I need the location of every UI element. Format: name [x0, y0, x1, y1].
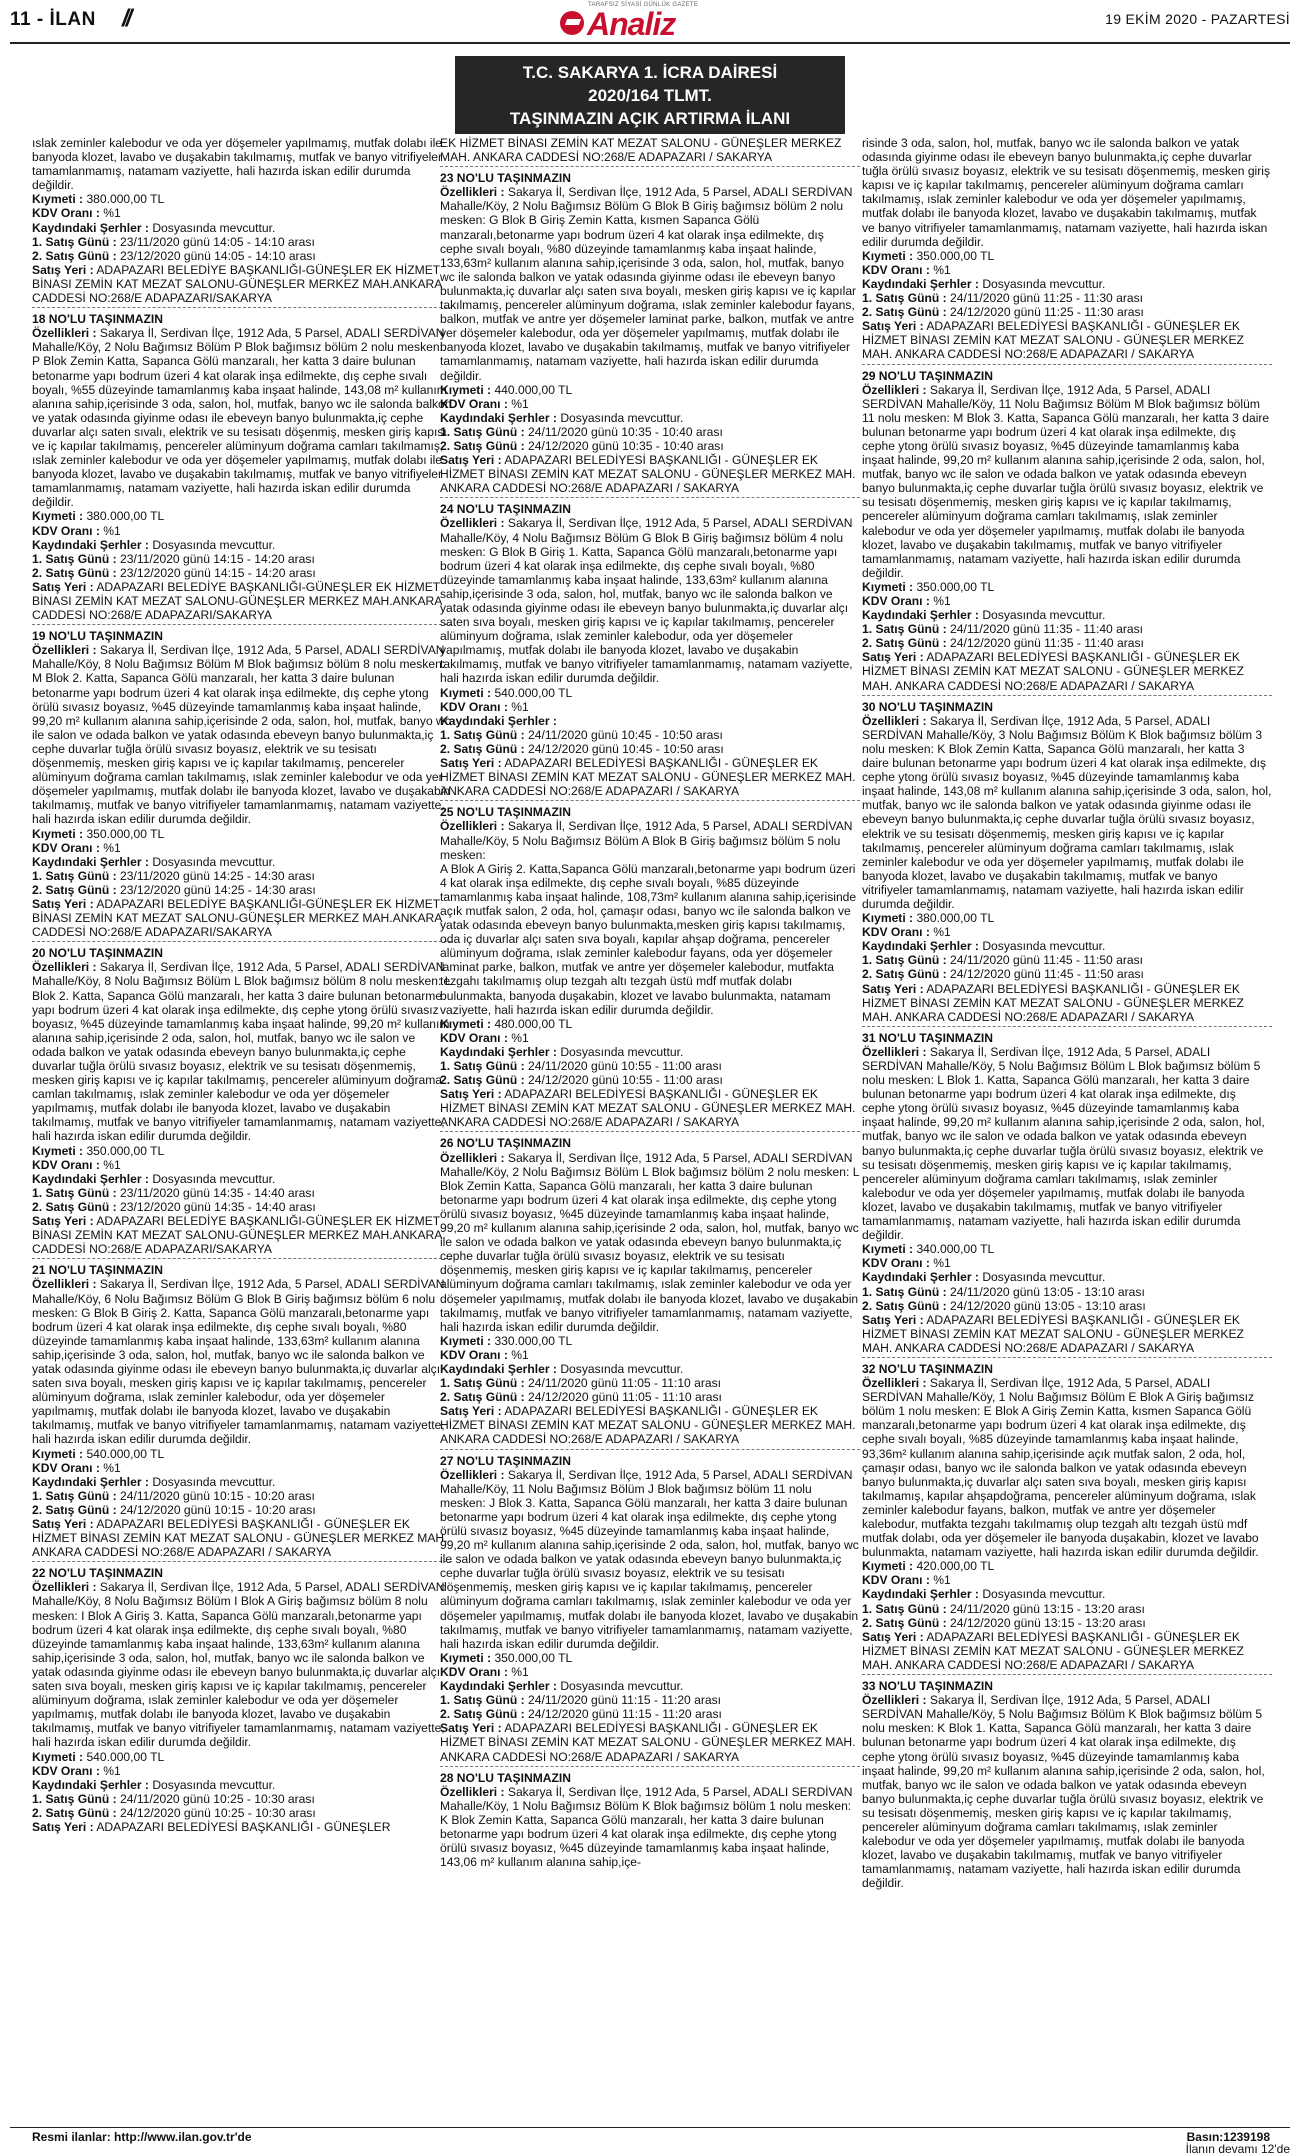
- notice-paragraph: Kaydındaki Şerhler : Dosyasında mevcuttur.: [32, 220, 276, 235]
- notice-paragraph: 2. Satış Günü : 24/12/2020 günü 11:15 - 11:20 arası: [440, 1707, 722, 1722]
- notice-paragraph: 21 NO'LU TAŞINMAZIN: [32, 1263, 163, 1278]
- notice-paragraph: Özellikleri : Sakarya İl, Serdivan İlçe, 1912 Ada, 5 Parsel, ADALI SERDİVAN Mahalle/Köy, 2 Nolu Bağımsız Bölüm P Blok bağımsız bölüm 2 nolu mesken: P Blok Zemin Katta, Sapanca Gölü manzaralı, her katta 3 daire bulunan betonarme yapı bodrum üzeri 4 kat olarak inşa edilmekte, dış cephe sıvalı boyalı, %55 düzeyinde tamamlanmış kaba inşaat halinde, 143,08 m² kullanım alanına sahip,içerisinde 3 oda, salon, hol, mutfak, banyo wc ile salonda balkon ve yatak odasında giyinme odası ile ebeveyn banyo bulunmakta,iç cephe duvarlar alçı saten sıvalı, elektrik ve su tesisatı döşenmiş, mesken giriş kapısı ve iç kapılar takılmamış, pencereler alüminyum doğrama camları takılmamış, ıslak zeminler kalebodur ve oda yer döşemeler yapılmamış, mutfak dolabı ile banyoda klozet, lavabo ve duşakabin takılmamış, mutfak ve banyo vitrifiyeler tamamlanmamış, natamam vaziyette, hali hazırda iskan edilir durumda değildir.: [32, 326, 452, 510]
- notice-paragraph: Kaydındaki Şerhler : Dosyasında mevcuttur.: [862, 276, 1106, 291]
- notice-paragraph: 1. Satış Günü : 23/11/2020 günü 14:05 - 14:10 arası: [32, 234, 315, 249]
- notice-paragraph: 2. Satış Günü : 24/12/2020 günü 10:55 - 11:00 arası: [440, 1073, 723, 1088]
- notice-paragraph: 1. Satış Günü : 23/11/2020 günü 14:15 - 14:20 arası: [32, 551, 315, 566]
- notice-paragraph: Kaydındaki Şerhler : Dosyasında mevcuttur.: [862, 1270, 1106, 1285]
- notice-paragraph: Kaydındaki Şerhler : Dosyasında mevcuttur.: [862, 1587, 1106, 1602]
- logo-text: Analiz: [587, 6, 676, 42]
- notice-paragraph: Kaydındaki Şerhler : Dosyasında mevcuttur.: [440, 410, 684, 425]
- section-separator: [440, 1449, 860, 1450]
- notice-paragraph: Özellikleri : Sakarya İl, Serdivan İlçe, 1912 Ada, 5 Parsel, ADALI SERDİVAN Mahalle/Köy, 6 Nolu Bağımsız Bölüm G Blok B Giriş bağımsız bölüm 6 nolu mesken: G Blok B Giriş 2. Katta, Sapanca Gölü manzaralı,betonarme yapı bodrum üzeri 4 kat olarak inşa edilmekte, dış cephe sıvalı boyalı, %80 düzeyinde tamamlanmış kaba inşaat halinde, 133,63m² kullanım alanına sahip,içerisinde 3 oda, salon, hol, mutfak, banyo wc ile salonda balkon ve yatak odasında giyinme odası ile ebeveyn banyo bulunmakta,iç duvarlar alçı saten sıva boyalı, mesken giriş kapısı ve iç kapılar takılmamış, pencereler alüminyum doğrama, ıslak zeminler kalebodur, oda yer döşemeler yapılmamış, mutfak dolabı ile banyoda klozet, lavabo ve duşakabin takılmamış, mutfak ve banyo vitrifiyeler tamamlanmamış, natamam vaziyette, hali hazırda iskan edilir durumda değildir.: [32, 1277, 445, 1447]
- notice-paragraph: Kıymeti : 420.000,00 TL: [862, 1559, 995, 1574]
- notice-paragraph: 1. Satış Günü : 24/11/2020 günü 10:55 - 11:00 arası: [440, 1059, 722, 1073]
- notice-paragraph: Satış Yeri : ADAPAZARI BELEDİYESİ BAŞKANLIĞI - GÜNEŞLER EK HİZMET BİNASI ZEMİN KAT MEZAT SALONU - GÜNEŞLER MERKEZ MAH. ANKARA CADDESİ NO:268/E ADAPAZARI / SAKARYA: [440, 453, 856, 496]
- notice-paragraph: 26 NO'LU TAŞINMAZIN: [440, 1136, 571, 1151]
- notice-paragraph: Özellikleri : Sakarya İl, Serdivan İlçe, 1912 Ada, 5 Parsel, ADALI SERDİVAN Mahalle/Köy, 5 Nolu Bağımsız Bölüm A Blok B Giriş bağımsız bölüm 5 nolu mesken:: [440, 819, 853, 862]
- notice-paragraph: KDV Oranı : %1: [862, 1256, 951, 1271]
- footer-rule: [10, 2127, 1290, 2128]
- notice-paragraph: Kıymeti : 380.000,00 TL: [862, 911, 995, 926]
- notice-paragraph: 25 NO'LU TAŞINMAZIN: [440, 805, 571, 820]
- notice-paragraph: 2. Satış Günü : 24/12/2020 günü 10:25 - 10:30 arası: [32, 1805, 316, 1820]
- notice-paragraph: KDV Oranı : %1: [862, 594, 951, 608]
- notice-paragraph: Özellikleri : Sakarya İl, Serdivan İlçe, 1912 Ada, 5 Parsel, ADALI SERDİVAN Mahalle/Köy, 1 Nolu Bağımsız Bölüm E Blok A Giriş bağımsız bölüm 1 nolu mesken: E Blok A Giriş Zemin Katta, kısmen Sapanca Gölü manzaralı,betonarme yapı bodrum üzeri 4 kat olarak inşa edilmekte, dış cephe sıvalı boyalı, %85 düzeyinde tamamlanmış kaba inşaat halinde, 93,36m² kullanım alanına sahip,içerisinde açık mutfak salon, 2 oda, hol, çamaşır odası, banyo wc ile salonda balkon ve yatak odasında ebeveyn banyo bulunmakta,iç duvarlar alçı saten sıva boyalı, mesken giriş kapısı takılmamış, kapılar ahşapdoğrama, pencereler alüminyum doğrama, ıslak zeminler kalebodur fayans, balkon, mutfak ve antre yer döşemeler kalebodur, mutfakta tezgahı takılmamış olup tezgah altı tezgah üstü mdf mutfak dolabı, oda yer döşemeler ile banyoda duşakabin, klozet ve lavabo bulunmakta, natamam vaziyette, hali hazırda iskan edilir durumda değildir.: [862, 1376, 1259, 1560]
- notice-paragraph: Özellikleri : Sakarya İl, Serdivan İlçe, 1912 Ada, 5 Parsel, ADALI SERDİVAN Mahalle/Köy, 3 Nolu Bağımsız Bölüm K Blok bağımsız bölüm 3 nolu mesken: K Blok Zemin Katta, Sapanca Gölü manzaralı, her katta 3 daire bulunan betonarme yapı bodrum üzeri 4 kat olarak inşa edilmekte, dış cephe ytong örülü sıvasız boyasız, %45 düzeyinde tamamlanmış kaba inşaat halinde, 143,08 m² kullanım alanına sahip,içerisinde 3 oda, salon, hol, mutfak, banyo wc ile salonda balkon ve yatak odasında giyinme odası ile ebeveyn banyo bulunmakta,iç cephe duvarlar tuğla örülü sıvasız boyasız, elektrik ve su tesisatı döşenmemiş, mesken giriş kapısı ve iç kapılar takılmamış, pencereler alüminyum doğrama camları takılmamış, ıslak zeminler kalebodur ve oda yer döşemeler yapılmamış, mutfak dolabı ile banyoda klozet, lavabo ve duşakabin takılmamış, mutfak ve banyo vitrifiyeler tamamlanmamış, natamam vaziyette, hali hazırda iskan edilir durumda değildir.: [862, 713, 1272, 911]
- notice-paragraph: Kıymeti : 540.000,00 TL: [32, 1749, 165, 1764]
- notice-paragraph: Kaydındaki Şerhler : Dosyasında mevcuttur.: [440, 1044, 684, 1059]
- notice-paragraph: Kaydındaki Şerhler : Dosyasında mevcuttur.: [862, 939, 1106, 954]
- notice-paragraph: Satış Yeri : ADAPAZARI BELEDİYESİ BAŞKANLIĞI - GÜNEŞLER EK HİZMET BİNASI ZEMİN KAT MEZAT SALONU - GÜNEŞLER MERKEZ MAH. ANKARA CADDESİ NO:268/E ADAPAZARI / SAKARYA: [32, 1517, 448, 1560]
- notice-paragraph: KDV Oranı : %1: [862, 262, 951, 277]
- notice-paragraph: KDV Oranı : %1: [862, 925, 951, 940]
- notice-paragraph: 27 NO'LU TAŞINMAZIN: [440, 1453, 571, 1468]
- notice-paragraph: 1. Satış Günü : 23/11/2020 günü 14:25 - 14:30 arası: [32, 868, 315, 883]
- notice-paragraph: 22 NO'LU TAŞINMAZIN: [32, 1566, 163, 1581]
- notice-paragraph: KDV Oranı : %1: [440, 1347, 529, 1362]
- notice-paragraph: Kıymeti : 350.000,00 TL: [862, 579, 995, 594]
- notice-paragraph: Kıymeti : 440.000,00 TL: [440, 382, 573, 397]
- notice-paragraph: Özellikleri : Sakarya İl, Serdivan İlçe, 1912 Ada, 5 Parsel, ADALI SERDİVAN Mahalle/Köy, 8 Nolu Bağımsız Bölüm M Blok bağımsız bölüm 8 nolu mesken: M Blok 2. Katta, Sapanca Gölü manzaralı, her katta 3 daire bulunan betonarme yapı bodrum üzeri 4 kat olarak inşa edilmekte, dış cephe ytong örülü sıvasız boyasız, %45 düzeyinde tamamlanmış kaba inşaat halinde, 99,20 m² kullanım alanına sahip,içerisinde 2 oda, salon, hol, mutfak, banyo wc ile salon ve odada balkon ve yatak odasında ebeveyn banyo bulunmakta,iç cephe duvarlar tuğla örülü sıvasız boyasız, elektrik ve su tesisatı döşenmemiş, mesken giriş kapısı ve iç kapılar takılmamış, pencereler alüminyum doğrama camlan takılmamış, ıslak zeminler kalebodur ve oda yer döşemeler yapılmamış, mutfak dolabı ile banyoda klozet, lavabo ve duşakabin takılmamış, mutfak ve banyo vitrifiyeler tamamlanmamış, natamam vaziyette, hali hazırda iskan edilir durumda değildir.: [32, 643, 451, 827]
- notice-paragraph: EK HİZMET BİNASI ZEMİN KAT MEZAT SALONU - GÜNEŞLER MERKEZ MAH. ANKARA CADDESİ NO:268/E ADAPAZARI / SAKARYA: [440, 136, 842, 165]
- section-separator: [32, 307, 452, 308]
- notice-paragraph: Satış Yeri : ADAPAZARI BELEDİYESİ BAŞKANLIĞI - GÜNEŞLER EK HİZMET BİNASI ZEMİN KAT MEZAT SALONU - GÜNEŞLER MERKEZ MAH. ANKARA CADDESİ NO:268/E ADAPAZARI / SAKARYA: [862, 650, 1244, 693]
- notice-paragraph: 2. Satış Günü : 24/12/2020 günü 11:05 - 11:10 arası: [440, 1390, 722, 1405]
- notice-paragraph: Kıymeti : 380.000,00 TL: [32, 192, 165, 207]
- notice-paragraph: 2. Satış Günü : 24/12/2020 günü 11:45 - 11:50 arası: [862, 967, 1144, 982]
- notice-paragraph: Satış Yeri : ADAPAZARI BELEDİYESİ BAŞKANLIĞI - GÜNEŞLER EK HİZMET BİNASI ZEMİN KAT MEZAT SALONU - GÜNEŞLER MERKEZ MAH. ANKARA CADDESİ NO:268/E ADAPAZARI / SAKARYA: [862, 1629, 1244, 1672]
- notice-paragraph: KDV Oranı : %1: [440, 699, 529, 714]
- notice-paragraph: Satış Yeri : ADAPAZARI BELEDİYESİ BAŞKANLIĞI - GÜNEŞLER EK HİZMET BİNASI ZEMİN KAT MEZAT SALONU - GÜNEŞLER MERKEZ MAH. ANKARA CADDESİ NO:268/E ADAPAZARI / SAKARYA: [862, 319, 1244, 362]
- section-separator: [862, 1357, 1272, 1358]
- notice-paragraph: Kıymeti : 350.000,00 TL: [32, 1143, 165, 1158]
- page-header: [0, 0, 1300, 44]
- notice-column-2: [440, 136, 860, 2121]
- notice-paragraph: Satış Yeri : ADAPAZARI BELEDİYESİ BAŞKANLIĞI - GÜNEŞLER EK HİZMET BİNASI ZEMİN KAT MEZAT SALONU - GÜNEŞLER MERKEZ MAH. ANKARA CADDESİ NO:268/E ADAPAZARI / SAKARYA: [440, 1087, 856, 1130]
- notice-paragraph: KDV Oranı : %1: [32, 1157, 121, 1172]
- header-slashes: //: [122, 5, 130, 32]
- notice-paragraph: 2. Satış Günü : 23/12/2020 günü 14:05 - 14:10 arası: [32, 248, 316, 263]
- notice-paragraph: 30 NO'LU TAŞINMAZIN: [862, 699, 993, 714]
- header-rule: [10, 42, 1290, 44]
- notice-paragraph: Özellikleri : Sakarya İl, Serdivan İlçe, 1912 Ada, 5 Parsel, ADALI SERDİVAN Mahalle/Köy, 2 Nolu Bağımsız Bölüm L Blok bağımsız bölüm 2 nolu mesken: L Blok Zemin Katta, Sapanca Gölü manzaralı, her katta 3 daire bulunan betonarme yapı bodrum üzeri 4 kat olarak inşa edilmekte, dış cephe ytong örülü sıvasız boyasız, %45 düzeyinde tamamlanmış kaba inşaat halinde, 99,20 m² kullanım alanına sahip,içerisinde 2 oda, salon, hol, mutfak, banyo wc ile salon ve odada balkon ve yatak odasında ebeveyn banyo bulunmakta,iç cephe duvarlar tuğla örülü sıvasız boyasız, elektrik ve su tesisatı döşenmemiş, mesken giriş kapısı ve iç kapılar takılmamış, pencereler alüminyum doğrama camları takılmamış, ıslak zeminler kalebodur ve oda yer döşemeler yapılmamış, mutfak dolabı ile banyoda klozet, lavabo ve duşakabin takılmamış, mutfak ve banyo vitrifiyeler tamamlanmamış, natamam vaziyette, hali hazırda iskan edilir durumda değildir.: [440, 1150, 859, 1334]
- notice-paragraph: 18 NO'LU TAŞINMAZIN: [32, 312, 163, 327]
- notice-paragraph: 2. Satış Günü : 23/12/2020 günü 14:35 - 14:40 arası: [32, 1199, 316, 1214]
- notice-paragraph: Özellikleri : Sakarya İl, Serdivan İlçe, 1912 Ada, 5 Parsel, ADALI SERDİVAN Mahalle/Köy, 8 Nolu Bağımsız Bölüm L Blok bağımsız bölüm 8 nolu mesken: L Blok 2. Katta, Sapanca Gölü manzaralı, her katta 3 daire bulunan betonarme yapı bodrum üzeri 4 kat olarak inşa edilmekte, dış cephe ytong örülü sıvasız boyasız, %45 düzeyinde tamamlanmış kaba inşaat halinde, 99,20 m² kullanım alanına sahip,içerisinde 2 oda, salon, hol, mutfak, banyo wc ile salon ve odada balkon ve yatak odasında ebeveyn banyo bulunmakta,iç cephe duvarlar tuğla örülü sıvasız boyasız, elektrik ve su tesisatı döşenmemiş, mesken giriş kapısı ve iç kapılar takılmamış, pencereler alüminyum doğrama camlan takılmamış, ıslak zeminler kalebodur ve oda yer döşemeler yapılmamış, mutfak dolabı ile banyoda klozet, lavabo ve duşakabin takılmamış, mutfak ve banyo vitrifiyeler tamamlanmamış, natamam vaziyette, hali hazırda iskan edilir durumda değildir.: [32, 960, 451, 1144]
- notice-paragraph: Özellikleri : Sakarya İl, Serdivan İlçe, 1912 Ada, 5 Parsel, ADALI SERDİVAN Mahalle/Köy, 8 Nolu Bağımsız Bölüm I Blok A Giriş bağımsız bölüm 8 nolu mesken: I Blok A Giriş 3. Katta, Sapanca Gölü manzaralı,betonarme yapı bodrum üzeri 4 kat olarak inşa edilmekte, dış cephe sıvalı boyalı, %80 düzeyinde tamamlanmış kaba inşaat halinde, 133,63m² kullanım alanına sahip,içerisinde 3 oda, salon, hol, mutfak, banyo wc ile salonda balkon ve yatak odasında giyinme odası ile ebeveyn banyo bulunmakta,iç duvarlar alçı saten sıva boyalı, mesken giriş kapısı ve iç kapılar takılmamış, pencereler alüminyum doğrama, ıslak zeminler kalebodur ve oda yer döşemeler yapılmamış, mutfak dolabı ile banyoda klozet, lavabo ve duşakabin takılmamış, mutfak ve banyo vitrifiyeler tamamlanmamış, natamam vaziyette, hali hazırda iskan edilir durumda değildir.: [32, 1580, 445, 1750]
- notice-paragraph: Kıymeti : 340.000,00 TL: [862, 1242, 995, 1257]
- section-separator: [32, 1561, 452, 1562]
- notice-paragraph: 1. Satış Günü : 24/11/2020 günü 10:15 - 10:20 arası: [32, 1488, 315, 1503]
- notice-paragraph: Satış Yeri : ADAPAZARI BELEDİYESİ BAŞKANLIĞI - GÜNEŞLER EK HİZMET BİNASI ZEMİN KAT MEZAT SALONU - GÜNEŞLER MERKEZ MAH. ANKARA CADDESİ NO:268/E ADAPAZARI / SAKARYA: [440, 1721, 856, 1764]
- notice-paragraph: 2. Satış Günü : 23/12/2020 günü 14:25 - 14:30 arası: [32, 882, 316, 897]
- section-separator: [440, 1131, 860, 1132]
- notice-paragraph: 2. Satış Günü : 24/12/2020 günü 11:25 - 11:30 arası: [862, 305, 1144, 320]
- notice-paragraph: Kaydındaki Şerhler : Dosyasında mevcuttur.: [440, 1361, 684, 1376]
- notice-paragraph: Özellikleri : Sakarya İl, Serdivan İlçe, 1912 Ada, 5 Parsel, ADALI SERDİVAN Mahalle/Köy, 4 Nolu Bağımsız Bölüm G Blok B Giriş bağımsız bölüm 4 nolu mesken: G Blok B Giriş 1. Katta, Sapanca Gölü manzaralı,betonarme yapı bodrum üzeri 4 kat olarak inşa edilmekte, dış cephe sıvalı boyalı, %80 düzeyinde tamamlanmış kaba inşaat halinde, 133,63m² kullanım alanına sahip,içerisinde 3 oda, salon, hol, mutfak, banyo wc ile salonda balkon ve yatak odasında giyinme odası ile ebeveyn banyo bulunmakta,iç duvarlar alçı saten sıva boyalı, mesken giriş kapısı ve iç kapılar takılmamış, pencereler alüminyum doğrama, ıslak zeminler kalebodur, oda yer döşemeler yapılmamış, mutfak dolabı ile banyoda klozet, lavabo ve duşakabin takılmamış, mutfak ve banyo vitrifiyeler tamamlanmamış, natamam vaziyette, hali hazırda iskan edilir durumda değildir.: [440, 516, 853, 686]
- notice-paragraph: Kıymeti : 480.000,00 TL: [440, 1016, 573, 1031]
- notice-paragraph: Satış Yeri : ADAPAZARI BELEDİYE BAŞKANLIĞI-GÜNEŞLER EK HİZMET BİNASI ZEMİN KAT MEZAT SALONU-GÜNEŞLER MERKEZ MAH.ANKARA CADDESİ NO:268/E ADAPAZARI/SAKARYA: [32, 579, 442, 623]
- notice-paragraph: Kaydındaki Şerhler : Dosyasında mevcuttur.: [32, 537, 276, 552]
- notice-paragraph: 2. Satış Günü : 24/12/2020 günü 10:15 - 10:20 arası: [32, 1502, 316, 1517]
- notice-paragraph: 24 NO'LU TAŞINMAZIN: [440, 502, 571, 517]
- notice-paragraph: 31 NO'LU TAŞINMAZIN: [862, 1030, 993, 1045]
- notice-paragraph: 32 NO'LU TAŞINMAZIN: [862, 1361, 993, 1376]
- notice-paragraph: 29 NO'LU TAŞINMAZIN: [862, 368, 993, 383]
- notice-paragraph: Satış Yeri : ADAPAZARI BELEDİYE BAŞKANLIĞI-GÜNEŞLER EK HİZMET BİNASI ZEMİN KAT MEZAT SALONU-GÜNEŞLER MERKEZ MAH.ANKARA CADDESİ NO:268/E ADAPAZARI/SAKARYA: [32, 896, 442, 940]
- notice-paragraph: Kaydındaki Şerhler : Dosyasında mevcuttur.: [862, 608, 1106, 623]
- notice-paragraph: Kıymeti : 350.000,00 TL: [440, 1650, 573, 1665]
- section-separator: [32, 624, 452, 625]
- banner-line-3: TAŞINMAZIN AÇIK ARTIRMA İLANI: [509, 109, 791, 128]
- section-separator: [862, 1026, 1272, 1027]
- notice-paragraph: Kıymeti : 350.000,00 TL: [862, 248, 995, 263]
- banner-line-2: 2020/164 TLMT.: [588, 86, 712, 105]
- notice-paragraph: KDV Oranı : %1: [862, 1573, 951, 1588]
- notice-paragraph: 1. Satış Günü : 24/11/2020 günü 13:05 - 13:10 arası: [862, 1284, 1145, 1299]
- notice-paragraph: 2. Satış Günü : 24/12/2020 günü 13:05 - 13:10 arası: [862, 1298, 1146, 1313]
- notice-paragraph: Kaydındaki Şerhler : Dosyasında mevcuttur.: [32, 1474, 276, 1489]
- notice-paragraph: Özellikleri : Sakarya İl, Serdivan İlçe, 1912 Ada, 5 Parsel, ADALI SERDİVAN Mahalle/Köy, 11 Nolu Bağımsız Bölüm M Blok bağımsız bölüm 11 nolu mesken: M Blok 3. Katta, Sapanca Gölü manzaralı, her katta 3 daire bulunan betonarme yapı bodrum üzeri 4 kat olarak inşa edilmekte, dış cephe ytong örülü sıvasız boyasız, %45 düzeyinde tamamlanmış kaba inşaat halinde, 99,20 m² kullanım alanına sahip,içerisinde 2 oda, salon, hol, mutfak, banyo wc ile salon ve odada balkon ve yatak odasında ebeveyn banyo bulunmakta,iç cephe duvarlar tuğla örülü sıvasız boyasız, elektrik ve su tesisatı döşenmemiş, mesken giriş kapısı ve iç kapılar takılmamış, pencereler alüminyum doğrama camları takılmamış, ıslak zeminler kalebodur ve oda yer döşemeler yapılmamış, mutfak dolabı ile banyoda klozet, lavabo ve duşakabin takılmamış, mutfak ve banyo vitrifiyeler tamamlanmamış, natamam vaziyette, hali hazırda iskan edilir durumda değildir.: [862, 382, 1270, 580]
- notice-paragraph: 1. Satış Günü : 24/11/2020 günü 11:35 - 11:40 arası: [862, 622, 1144, 637]
- notice-paragraph: 2. Satış Günü : 23/12/2020 günü 14:15 - 14:20 arası: [32, 565, 316, 580]
- notice-paragraph: KDV Oranı : %1: [440, 1030, 529, 1045]
- page-number-section: 11 - İLAN: [10, 9, 96, 30]
- section-separator: [440, 497, 860, 498]
- notice-paragraph: KDV Oranı : %1: [32, 1763, 121, 1778]
- notice-column-1: [32, 136, 452, 2121]
- notice-paragraph: Özellikleri : Sakarya İl, Serdivan İlçe, 1912 Ada, 5 Parsel, ADALI SERDİVAN Mahalle/Köy, 5 Nolu Bağımsız Bölüm K Blok bağımsız bölüm 5 nolu mesken: K Blok 1. Katta, Sapanca Gölü manzaralı, her katta 3 daire bulunan betonarme yapı bodrum üzeri 4 kat olarak inşa edilmekte, dış cephe ytong örülü sıvasız boyasız, %45 düzeyinde tamamlanmış kaba inşaat halinde, 99,20 m² kullanım alanına sahip,içerisinde 2 oda, salon, hol, mutfak, banyo wc ile salon ve odada balkon ve yatak odasında ebeveyn banyo bulunmakta,iç cephe duvarlar tuğla örülü sıvasız boyasız, elektrik ve su tesisatı döşenmemiş, mesken giriş kapısı ve iç kapılar takılmamış, pencereler alüminyum doğrama camları takılmamış, ıslak zeminler kalebodur ve oda yer döşemeler yapılmamış, mutfak dolabı ile banyoda klozet, lavabo ve duşakabin takılmamış, mutfak ve banyo vitrifiyeler tamamlanmamış, natamam vaziyette, hali hazırda iskan edilir durumda değildir.: [862, 1693, 1265, 1891]
- notice-paragraph: KDV Oranı : %1: [32, 1460, 121, 1475]
- section-separator: [862, 695, 1272, 696]
- notice-paragraph: Özellikleri : Sakarya İl, Serdivan İlçe, 1912 Ada, 5 Parsel, ADALI SERDİVAN Mahalle/Köy, 5 Nolu Bağımsız Bölüm L Blok bağımsız bölüm 5 nolu mesken: L Blok 1. Katta, Sapanca Gölü manzaralı, her katta 3 daire bulunan betonarme yapı bodrum üzeri 4 kat olarak inşa edilmekte, dış cephe ytong örülü sıvasız boyasız, %45 düzeyinde tamamlanmış kaba inşaat halinde, 99,20 m² kullanım alanına sahip,içerisinde 2 oda, salon, hol, mutfak, banyo wc ile salon ve odada balkon ve yatak odasında ebeveyn banyo bulunmakta,iç cephe duvarlar tuğla örülü sıvasız boyasız, elektrik ve su tesisatı döşenmemiş, mesken giriş kapısı ve iç kapılar takılmamış, pencereler alüminyum doğrama camları takılmamış, ıslak zeminler kalebodur ve oda yer döşemeler yapılmamış, mutfak dolabı ile banyoda klozet, lavabo ve duşakabin takılmamış, mutfak ve banyo vitrifiyeler tamamlanmamış, natamam vaziyette, hali hazırda iskan edilir durumda değildir.: [862, 1044, 1265, 1243]
- section-separator: [862, 1674, 1272, 1675]
- notice-paragraph: 2. Satış Günü : 24/12/2020 günü 10:45 - 10:50 arası: [440, 741, 724, 756]
- notice-paragraph: Satış Yeri : ADAPAZARI BELEDİYESİ BAŞKANLIĞI - GÜNEŞLER EK HİZMET BİNASI ZEMİN KAT MEZAT SALONU - GÜNEŞLER MERKEZ MAH. ANKARA CADDESİ NO:268/E ADAPAZARI / SAKARYA: [862, 1312, 1244, 1355]
- notice-paragraph: 1. Satış Günü : 24/11/2020 günü 10:45 - 10:50 arası: [440, 727, 723, 742]
- logo-mark-icon: [560, 11, 584, 35]
- notice-paragraph: A Blok A Giriş 2. Katta,Sapanca Gölü manzaralı,betonarme yapı bodrum üzeri 4 kat olarak inşa edilmekte, dış cephe sıvalı boyalı, %85 düzeyinde tamamlanmış kaba inşaat halinde, 108,73m² kullanım alanına sahip,içerisinde açık mutfak salon, 2 oda, hol, çamaşır odası, banyo wc ile salonda balkon ve yatak odasında ebeveyn banyo bulunmakta,mesken giriş kapısı takılmamış, oda iç duvarlar alçı saten sıva boyalı, kapılar ahşap doğrama, pencereler alüminyum doğrama, ıslak zeminler kalebodur fayans, oda yer döşemeler laminat parke, balkon, mutfak ve antre yer döşemeler kalebodur, mutfakta tezgahı takılmamış olup tezgah altı tezgah üstü mdf mutfak dolabı bulunmakta, banyoda duşakabin, klozet ve lavabo bulunmakta, natamam vaziyette, hali hazırda iskan edilir durumda değildir.: [440, 861, 857, 1017]
- logo-tagline: TARAFSIZ SİYASİ GÜNLÜK GAZETE: [588, 2, 699, 8]
- notice-paragraph: 1. Satış Günü : 24/11/2020 günü 11:25 - 11:30 arası: [862, 291, 1144, 306]
- notice-paragraph: Kaydındaki Şerhler : Dosyasında mevcuttur.: [32, 854, 276, 869]
- notice-paragraph: Özellikleri : Sakarya İl, Serdivan İlçe, 1912 Ada, 5 Parsel, ADALI SERDİVAN Mahalle/Köy, 11 Nolu Bağımsız Bölüm J Blok bağımsız bölüm 11 nolu mesken: J Blok 3. Katta, Sapanca Gölü manzaralı, her katta 3 daire bulunan betonarme yapı bodrum üzeri 4 kat olarak inşa edilmekte, dış cephe ytong örülü sıvasız boyasız, %45 düzeyinde tamamlanmış kaba inşaat halinde, 99,20 m² kullanım alanına sahip,içerisinde 2 oda, salon, hol, mutfak, banyo wc ile salon ve odada balkon ve yatak odasında ebeveyn banyo bulunmakta,iç cephe duvarlar tuğla örülü sıvasız boyasız, elektrik ve su tesisatı döşenmemiş, mesken giriş kapısı ve iç kapılar takılmamış, pencereler alüminyum doğrama camları takılmamış, ıslak zeminler kalebodur ve oda yer döşemeler yapılmamış, mutfak dolabı ile banyoda klozet, lavabo ve duşakabin takılmamış, mutfak ve banyo vitrifiyeler tamamlanmamış, natamam vaziyette, hali hazırda iskan edilir durumda değildir.: [440, 1467, 859, 1651]
- notice-paragraph: KDV Oranı : %1: [32, 523, 121, 538]
- notice-paragraph: 1. Satış Günü : 24/11/2020 günü 11:15 - 11:20 arası: [440, 1693, 722, 1708]
- notice-paragraph: 1. Satış Günü : 24/11/2020 günü 10:35 - 10:40 arası: [440, 424, 723, 439]
- notice-paragraph: Kıymeti : 540.000,00 TL: [32, 1446, 165, 1461]
- issue-date: 19 EKİM 2020 - PAZARTESİ: [1105, 11, 1290, 27]
- footer-official-ads-link[interactable]: Resmi ilanlar: http://www.ilan.gov.tr'de: [32, 2130, 252, 2144]
- footer-press-number: Basın:1239198: [1186, 2130, 1270, 2144]
- notice-paragraph: 1. Satış Günü : 24/11/2020 günü 11:45 - 11:50 arası: [862, 953, 1144, 968]
- section-separator: [440, 800, 860, 801]
- section-separator: [32, 1258, 452, 1259]
- notice-paragraph: ıslak zeminler kalebodur ve oda yer döşemeler yapılmamış, mutfak dolabı ile banyoda klozet, lavabo ve duşakabin takılmamış, mutfak ve banyo vitrifiyeler tamamlanmamış, natamam vaziyette, hali hazırda iskan edilir durumda değildir.: [32, 136, 443, 193]
- notice-paragraph: Satış Yeri : ADAPAZARI BELEDİYE BAŞKANLIĞI-GÜNEŞLER EK HİZMET BİNASI ZEMİN KAT MEZAT SALONU-GÜNEŞLER MERKEZ MAH.ANKARA CADDESİ NO:268/E ADAPAZARI/SAKARYA: [32, 1214, 442, 1257]
- banner-line-1: T.C. SAKARYA 1. İCRA DAİRESİ: [522, 63, 778, 82]
- notice-paragraph: Özellikleri : Sakarya İl, Serdivan İlçe, 1912 Ada, 5 Parsel, ADALI SERDİVAN Mahalle/Köy, 2 Nolu Bağımsız Bölüm G Blok B Giriş bağımsız bölüm 2 nolu mesken: G Blok B Giriş Zemin Katta, kısmen Sapanca Gölü manzaralı,betonarme yapı bodrum üzeri 4 kat olarak inşa edilmekte, dış cephe sıvalı boyalı, %80 düzeyinde tamamlanmış kaba inşaat halinde, 133,63m² kullanım alanına sahip,içerisinde 3 oda, salon, hol, mutfak, banyo wc ile salonda balkon ve yatak odasında giyinme odası ile ebeveyn banyo bulunmakta,iç duvarlar alçı saten sıva boyalı, mesken giriş kapısı ve iç kapılar takılmamış, pencereler alüminyum doğrama, ıslak zeminler kalebodur fayans, balkon, mutfak ve antre yer döşemeler laminat parke, balkon, mutfak ve antre yer döşemeler kalebodur, oda yer döşemeler yapılmamış, mutfak dolabı ile banyoda klozet, lavabo ve duşakabin takılmamış, mutfak ve banyo vitrifiyeler tamamlanmamış, natamam vaziyette, hali hazırda iskan edilir durumda değildir.: [440, 185, 857, 383]
- notice-paragraph: KDV Oranı : %1: [32, 840, 121, 855]
- notice-paragraph: Kıymeti : 330.000,00 TL: [440, 1333, 573, 1348]
- notice-banner: [455, 56, 845, 134]
- section-separator: [862, 364, 1272, 365]
- notice-paragraph: 19 NO'LU TAŞINMAZIN: [32, 629, 163, 644]
- notice-paragraph: Satış Yeri : ADAPAZARI BELEDİYE BAŞKANLIĞI-GÜNEŞLER EK HİZMET BİNASI ZEMİN KAT MEZAT SALONU-GÜNEŞLER MERKEZ MAH.ANKARA CADDESİ NO:268/E ADAPAZARI/SAKARYA: [32, 262, 442, 306]
- notice-column-3: [862, 136, 1272, 2121]
- notice-paragraph: Kaydındaki Şerhler : Dosyasında mevcuttur.: [440, 1679, 684, 1694]
- notice-paragraph: Kaydındaki Şerhler : Dosyasında mevcuttur.: [32, 1777, 276, 1792]
- notice-paragraph: Satış Yeri : ADAPAZARI BELEDİYESİ BAŞKANLIĞI - GÜNEŞLER EK HİZMET BİNASI ZEMİN KAT MEZAT SALONU - GÜNEŞLER MERKEZ MAH. ANKARA CADDESİ NO:268/E ADAPAZARI / SAKARYA: [862, 981, 1244, 1024]
- notice-paragraph: Satış Yeri : ADAPAZARI BELEDİYESİ BAŞKANLIĞI - GÜNEŞLER: [32, 1819, 391, 1834]
- notice-paragraph: Kıymeti : 540.000,00 TL: [440, 685, 573, 700]
- notice-paragraph: Satış Yeri : ADAPAZARI BELEDİYESİ BAŞKANLIĞI - GÜNEŞLER EK HİZMET BİNASI ZEMİN KAT MEZAT SALONU - GÜNEŞLER MERKEZ MAH. ANKARA CADDESİ NO:268/E ADAPAZARI / SAKARYA: [440, 1404, 856, 1447]
- notice-paragraph: KDV Oranı : %1: [32, 206, 121, 221]
- continued-note: İlanın devamı 12'de: [1185, 2142, 1290, 2156]
- notice-paragraph: 33 NO'LU TAŞINMAZIN: [862, 1679, 993, 1694]
- notice-paragraph: Satış Yeri : ADAPAZARI BELEDİYESİ BAŞKANLIĞI - GÜNEŞLER EK HİZMET BİNASI ZEMİN KAT MEZAT SALONU - GÜNEŞLER MERKEZ MAH. ANKARA CADDESİ NO:268/E ADAPAZARI / SAKARYA: [440, 756, 856, 799]
- notice-paragraph: 1. Satış Günü : 24/11/2020 günü 13:15 - 13:20 arası: [862, 1601, 1145, 1616]
- notice-paragraph: Kaydındaki Şerhler : Dosyasında mevcuttur.: [32, 1171, 276, 1186]
- notice-paragraph: 20 NO'LU TAŞINMAZIN: [32, 946, 163, 961]
- notice-paragraph: Kıymeti : 380.000,00 TL: [32, 509, 165, 524]
- notice-paragraph: 1. Satış Günü : 23/11/2020 günü 14:35 - 14:40 arası: [32, 1185, 315, 1200]
- notice-paragraph: 1. Satış Günü : 24/11/2020 günü 10:25 - 10:30 arası: [32, 1791, 315, 1806]
- section-separator: [440, 1766, 860, 1767]
- notice-paragraph: 2. Satış Günü : 24/12/2020 günü 11:35 - 11:40 arası: [862, 636, 1144, 651]
- notice-paragraph: Kıymeti : 350.000,00 TL: [32, 826, 165, 841]
- section-separator: [440, 166, 860, 167]
- notice-paragraph: 23 NO'LU TAŞINMAZIN: [440, 171, 571, 186]
- notice-paragraph: Kaydındaki Şerhler :: [440, 713, 557, 728]
- notice-paragraph: KDV Oranı : %1: [440, 1664, 529, 1679]
- section-separator: [32, 941, 452, 942]
- notice-paragraph: 2. Satış Günü : 24/12/2020 günü 13:15 - 13:20 arası: [862, 1615, 1146, 1630]
- notice-paragraph: risinde 3 oda, salon, hol, mutfak, banyo wc ile salonda balkon ve yatak odasında giyinme odası ile ebeveyn banyo bulunmakta,iç cephe duvarlar tuğla örülü sıvasız boyasız, elektrik ve su tesisatı döşenmemiş, mesken giriş kapısı ve iç kapılar takılmamış, pencereler alüminyum doğrama camları takılmamış, ıslak zeminler kalebodur ve oda yer döşemeler yapılmamış, mutfak dolabı ile banyoda klozet, lavabo ve duşakabin takılmamış, mutfak ve banyo vitrifiyeler tamamlanmamış, natamam vaziyette, hali hazırda iskan edilir durumda değildir.: [862, 136, 1270, 249]
- notice-paragraph: 1. Satış Günü : 24/11/2020 günü 11:05 - 11:10 arası: [440, 1376, 722, 1391]
- notice-paragraph: Özellikleri : Sakarya İl, Serdivan İlçe, 1912 Ada, 5 Parsel, ADALI SERDİVAN Mahalle/Köy, 1 Nolu Bağımsız Bölüm K Blok bağımsız bölüm 1 nolu mesken: K Blok Zemin Katta, Sapanca Gölü manzaralı, her katta 3 daire bulunan betonarme yapı bodrum üzeri 4 kat olarak inşa edilmekte, dış cephe ytong örülü sıvasız boyasız, %45 düzeyinde tamamlanmış kaba inşaat halinde, 143,06 m² kullanım alanına sahip,içe-: [440, 1784, 853, 1870]
- notice-paragraph: 2. Satış Günü : 24/12/2020 günü 10:35 - 10:40 arası: [440, 438, 724, 453]
- notice-paragraph: KDV Oranı : %1: [440, 396, 529, 411]
- notice-paragraph: 28 NO'LU TAŞINMAZIN: [440, 1770, 571, 1785]
